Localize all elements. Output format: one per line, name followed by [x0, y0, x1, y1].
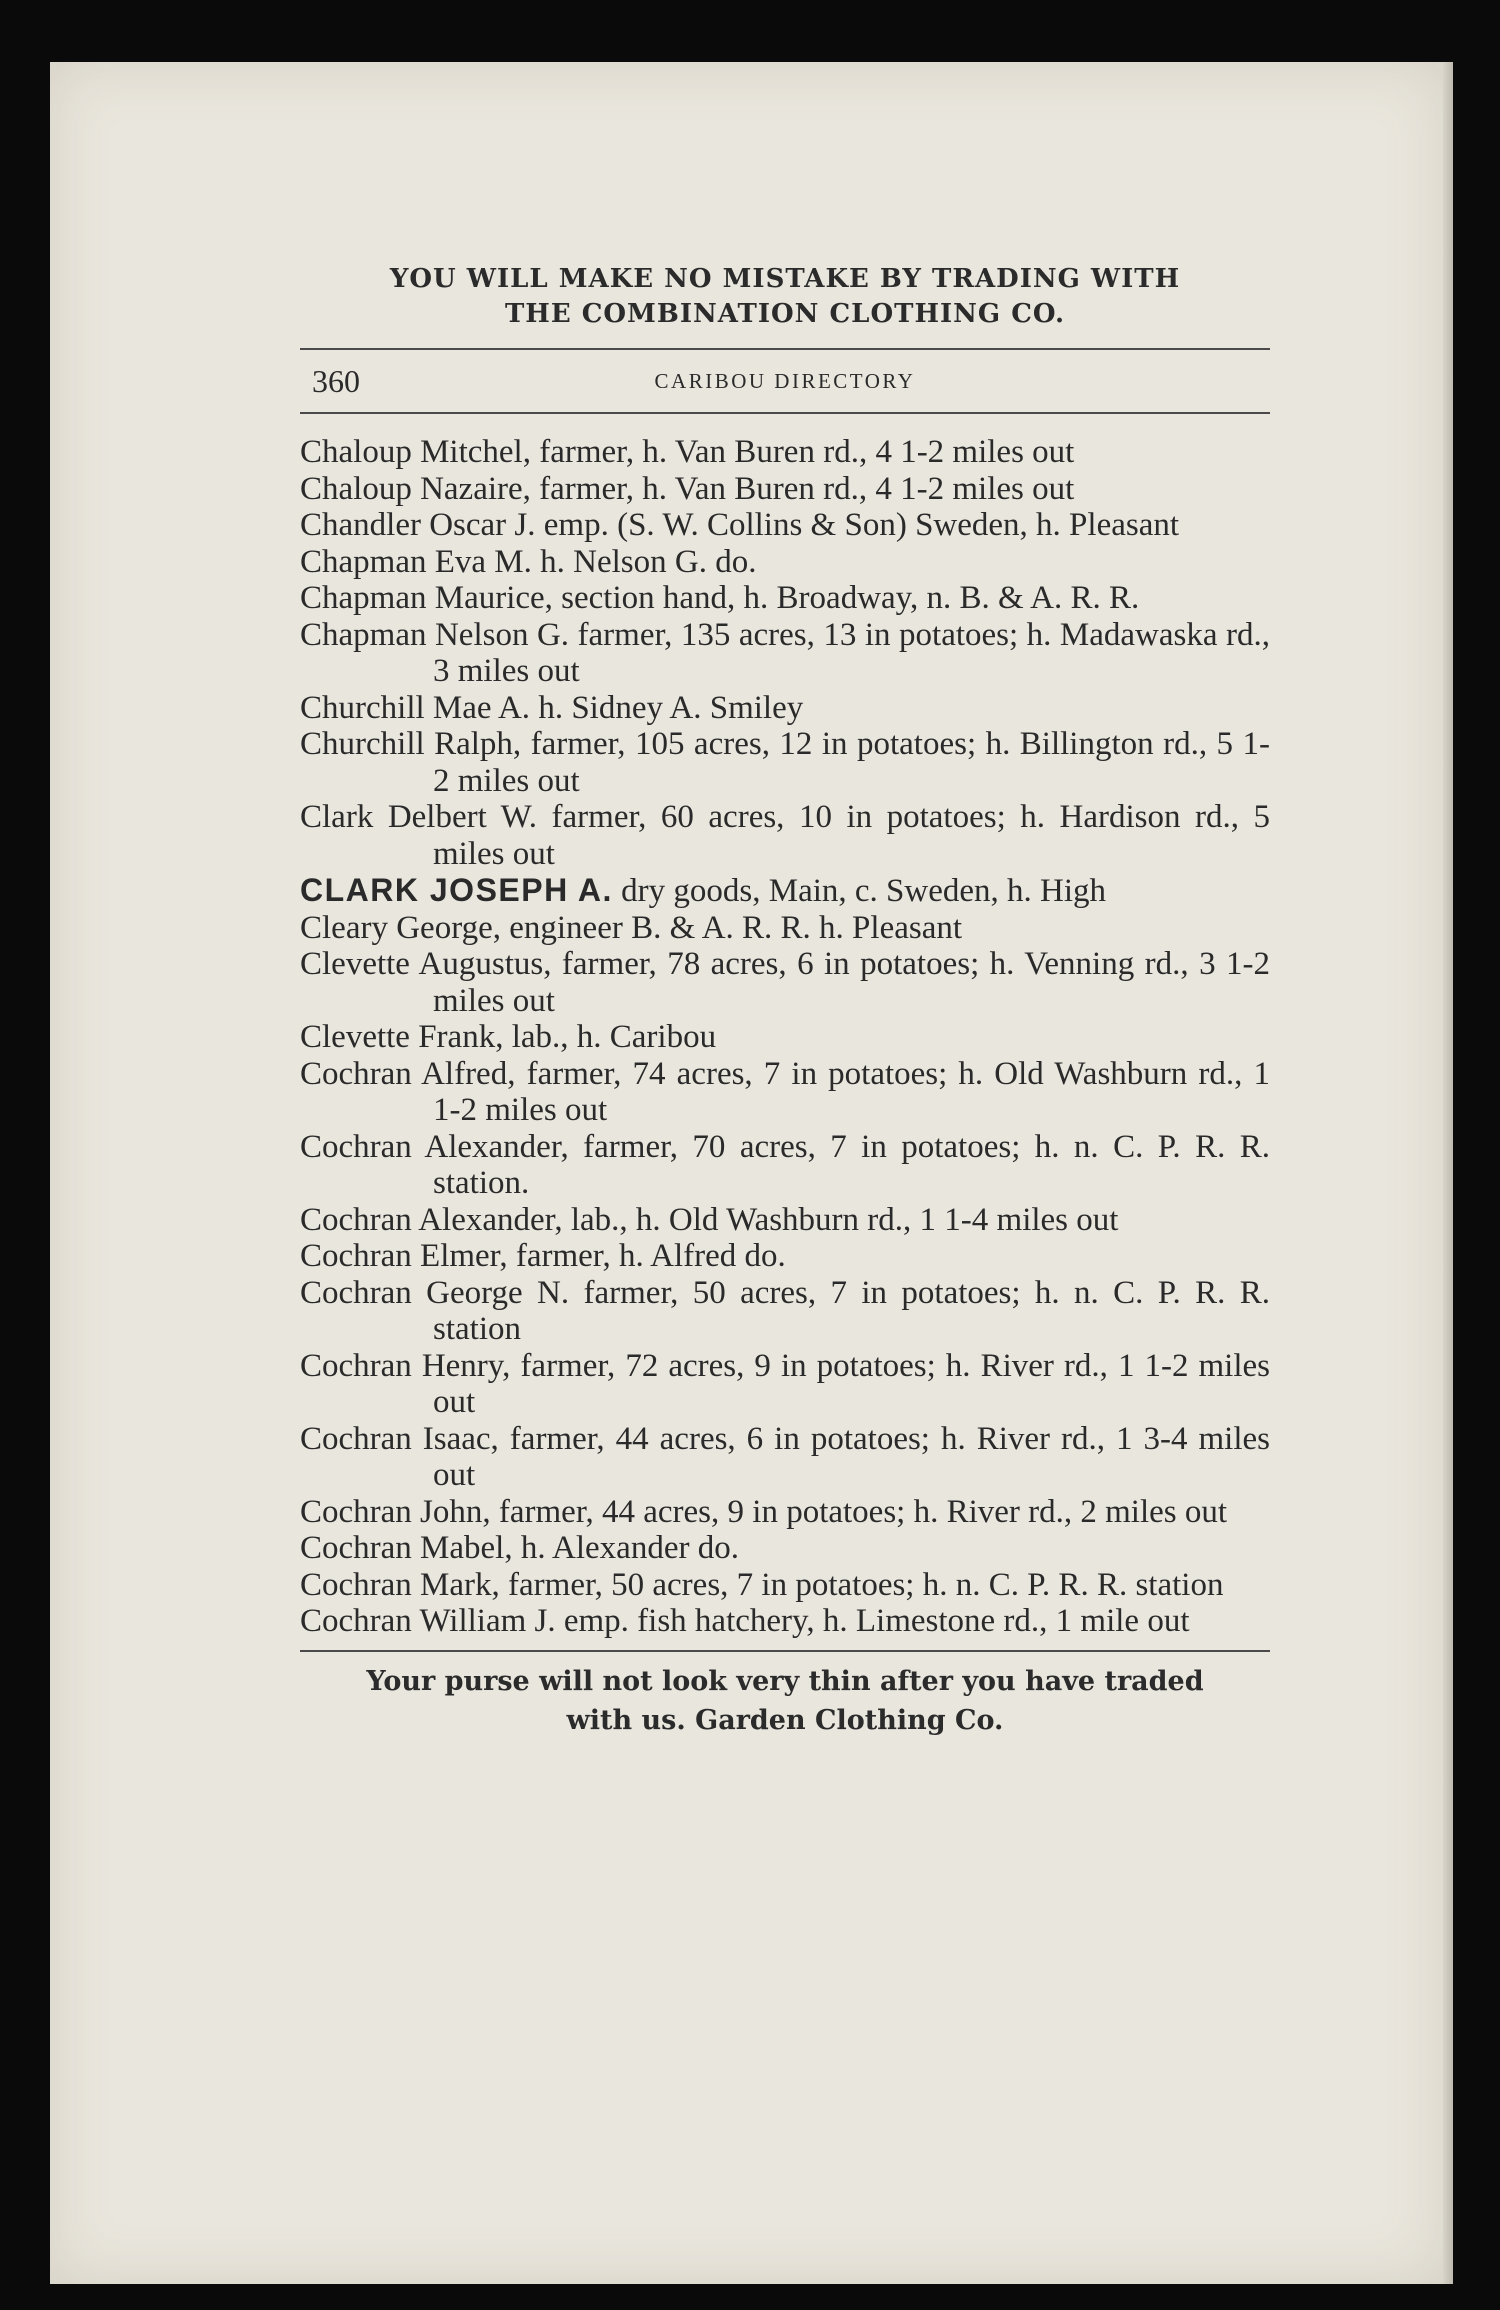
- entry-name: CLARK JOSEPH A.: [300, 872, 613, 908]
- entry-details: h. Sidney A. Smiley: [530, 689, 804, 726]
- header-ad-line-2: THE COMBINATION CLOTHING CO.: [504, 299, 1066, 329]
- entry-name: Cochran Mark,: [300, 1566, 500, 1603]
- entry-name: Cochran Isaac,: [300, 1420, 499, 1457]
- directory-entry: [300, 434, 1270, 471]
- directory-entry: [300, 690, 1270, 727]
- entry-name: Cochran John,: [300, 1493, 491, 1530]
- entry-details: farmer, 135 acres, 13 in potatoes; h. Madawaska rd., 3 miles out: [433, 616, 1279, 689]
- entry-name: Clevette Frank,: [300, 1019, 504, 1055]
- entry-details: farmer, 72 acres, 9 in potatoes; h. River rd., 1 1-2 miles out: [433, 1347, 1279, 1420]
- directory-entry: [300, 1530, 1270, 1567]
- entry-name: Chapman Eva M.: [300, 543, 532, 580]
- entry-name: Chaloup Mitchel,: [300, 434, 531, 470]
- directory-entry: [300, 872, 1270, 910]
- entry-details: farmer, 44 acres, 9 in potatoes; h. River rd., 2 miles out: [490, 1493, 1228, 1530]
- entry-name: Cochran Elmer,: [300, 1238, 508, 1274]
- entry-name: Churchill Mae A.: [300, 689, 531, 726]
- entry-name: Cochran Alexander,: [300, 1128, 569, 1165]
- directory-entry: [300, 799, 1279, 872]
- entry-details: farmer, 105 acres, 12 in potatoes; h. Billington rd., 5 1-2 miles out: [433, 726, 1270, 799]
- entry-details: emp. fish hatchery, h. Limestone rd., 1 mile out: [555, 1603, 1190, 1639]
- entry-details: farmer, h. Van Buren rd., 4 1-2 miles out: [530, 470, 1075, 507]
- entry-details: h. Alexander do.: [512, 1530, 739, 1566]
- directory-entry: [300, 1128, 1279, 1202]
- running-head: [300, 350, 1270, 412]
- directory-entry: [300, 726, 1270, 799]
- directory-entry: [300, 1238, 1270, 1275]
- entry-details: lab., h. Old Washburn rd., 1 1-4 miles out: [562, 1201, 1119, 1238]
- entry-name: Chapman Nelson G.: [300, 616, 570, 653]
- directory-entry: [300, 1567, 1270, 1604]
- directory-entry: [300, 1055, 1279, 1129]
- entry-name: Cochran George N.: [300, 1274, 570, 1311]
- entry-name: Chapman Maurice,: [300, 580, 553, 616]
- entry-details: farmer, 50 acres, 7 in potatoes; h. n. C. P. R. R. station: [433, 1274, 1279, 1347]
- directory-entry: [300, 946, 1279, 1019]
- entry-name: Cochran Alexander,: [300, 1201, 563, 1238]
- entry-name: Cochran Henry,: [300, 1347, 511, 1384]
- entry-details: engineer B. & A. R. R. h. Pleasant: [500, 909, 963, 946]
- entry-name: Chandler Oscar J.: [300, 507, 536, 543]
- entry-details: dry goods, Main, c. Sweden, h. High: [612, 873, 1107, 909]
- directory-entry: [300, 1420, 1279, 1494]
- entry-name: Cleary George,: [300, 909, 501, 946]
- entry-details: farmer, 60 acres, 10 in potatoes; h. Hardison rd., 5 miles out: [433, 799, 1279, 872]
- directory-entry: [300, 1202, 1270, 1239]
- entry-name: Churchill Ralph,: [300, 726, 522, 762]
- directory-entry: [300, 544, 1270, 581]
- entry-details: section hand, h. Broadway, n. B. & A. R. R.: [552, 580, 1140, 616]
- entry-details: farmer, h. Alfred do.: [507, 1238, 786, 1274]
- directory-entry: [300, 616, 1279, 690]
- directory-entries: [300, 434, 1279, 1640]
- footer-advertisement: [300, 1662, 1270, 1740]
- entry-name: Clevette Augustus,: [300, 946, 552, 982]
- directory-entry: [300, 1494, 1270, 1531]
- page-edge: [1443, 62, 1453, 2284]
- page-number: 360: [312, 363, 360, 399]
- entry-name: Cochran Mabel,: [300, 1530, 513, 1566]
- header-ad-line-1: YOU WILL MAKE NO MISTAKE BY TRADING WITH: [389, 264, 1181, 294]
- entry-name: Cochran Alfred,: [300, 1055, 516, 1092]
- footer-ad-line-1: Your purse will not look very thin after you have traded: [366, 1665, 1204, 1697]
- entry-details: farmer, 78 acres, 6 in potatoes; h. Venning rd., 3 1-2 miles out: [433, 946, 1279, 1019]
- entry-details: h. Nelson G. do.: [531, 543, 757, 580]
- directory-page: [50, 62, 1445, 2284]
- entry-details: farmer, 70 acres, 7 in potatoes; h. n. C. P. R. R. station.: [433, 1128, 1279, 1201]
- entry-details: farmer, 44 acres, 6 in potatoes; h. River rd., 1 3-4 miles out: [433, 1420, 1279, 1493]
- header-bottom-rule: [300, 412, 1270, 414]
- footer-rule: [300, 1650, 1270, 1652]
- header-advertisement: [300, 262, 1270, 332]
- directory-entry: [300, 471, 1270, 508]
- running-title: CARIBOU DIRECTORY: [654, 369, 916, 393]
- directory-entry: [300, 507, 1270, 544]
- entry-name: Cochran William J.: [300, 1603, 556, 1639]
- directory-entry: [300, 1347, 1279, 1421]
- entry-details: farmer, 74 acres, 7 in potatoes; h. Old Washburn rd., 1 1-2 miles out: [433, 1055, 1279, 1128]
- entry-details: lab., h. Caribou: [503, 1019, 717, 1055]
- directory-entry: [300, 1019, 1270, 1056]
- entry-name: Chaloup Nazaire,: [300, 470, 531, 507]
- directory-entry: [300, 910, 1270, 947]
- directory-entry: [300, 1274, 1279, 1348]
- directory-entry: [300, 580, 1270, 617]
- footer-ad-line-2: with us. Garden Clothing Co.: [566, 1704, 1004, 1736]
- directory-entry: [300, 1603, 1270, 1640]
- entry-details: farmer, h. Van Buren rd., 4 1-2 miles out: [530, 434, 1075, 470]
- entry-details: farmer, 50 acres, 7 in potatoes; h. n. C. P. R. R. station: [499, 1566, 1224, 1603]
- entry-name: Clark Delbert W.: [300, 799, 538, 835]
- entry-details: emp. (S. W. Collins & Son) Sweden, h. Pleasant: [535, 507, 1180, 543]
- page-content: [300, 262, 1279, 1740]
